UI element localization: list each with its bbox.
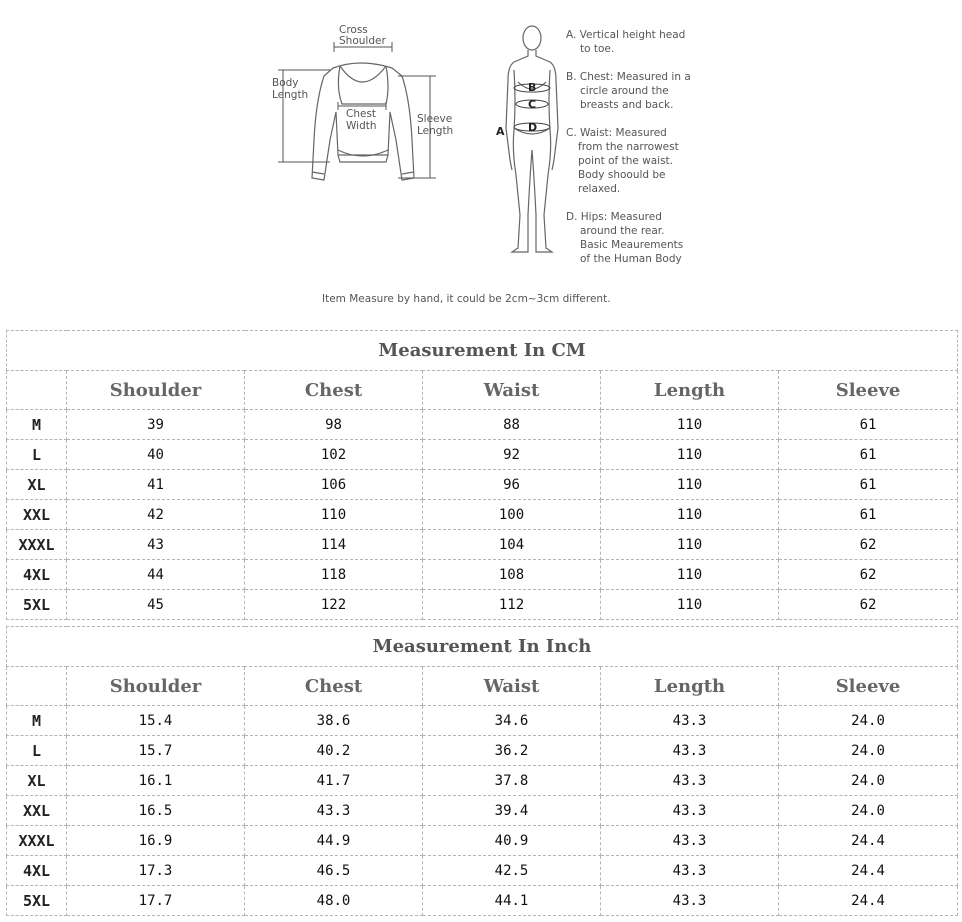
chest-width-label-2: Width bbox=[346, 120, 377, 132]
measurement-value: 43.3 bbox=[245, 796, 423, 826]
note-d-line-4: of the Human Body bbox=[580, 253, 682, 265]
measurement-value: 24.4 bbox=[779, 856, 958, 886]
cm-table-body bbox=[7, 331, 958, 620]
measurement-notes bbox=[566, 29, 691, 265]
measurement-value: 36.2 bbox=[423, 736, 601, 766]
measurement-value: 110 bbox=[601, 500, 779, 530]
measurement-value: 24.0 bbox=[779, 736, 958, 766]
measurement-value: 110 bbox=[601, 590, 779, 620]
measurement-value: 16.9 bbox=[67, 826, 245, 856]
size-label: XXXL bbox=[7, 530, 67, 560]
table-row bbox=[7, 440, 958, 470]
note-b-line-2: circle around the bbox=[580, 85, 669, 97]
size-label: 5XL bbox=[7, 886, 67, 916]
body-figure-illustration bbox=[506, 26, 558, 252]
measurement-value: 24.0 bbox=[779, 706, 958, 736]
note-d-line-3: Basic Meaurements bbox=[580, 239, 684, 251]
measurement-value: 44.1 bbox=[423, 886, 601, 916]
measurement-value: 88 bbox=[423, 410, 601, 440]
measurement-value: 61 bbox=[779, 440, 958, 470]
measurement-value: 104 bbox=[423, 530, 601, 560]
table-row bbox=[7, 766, 958, 796]
measurement-value: 98 bbox=[245, 410, 423, 440]
column-header: Waist bbox=[423, 667, 601, 706]
column-header: Sleeve bbox=[779, 371, 958, 410]
measurement-value: 122 bbox=[245, 590, 423, 620]
measurement-value: 43.3 bbox=[601, 796, 779, 826]
measurement-value: 110 bbox=[601, 470, 779, 500]
measurement-value: 40.2 bbox=[245, 736, 423, 766]
size-label: XXL bbox=[7, 796, 67, 826]
measurement-value: 40 bbox=[67, 440, 245, 470]
measurement-value: 62 bbox=[779, 530, 958, 560]
note-c-line-3: point of the waist. bbox=[578, 155, 674, 167]
measurement-value: 114 bbox=[245, 530, 423, 560]
measurement-value: 43.3 bbox=[601, 886, 779, 916]
measurement-value: 62 bbox=[779, 560, 958, 590]
measurement-value: 61 bbox=[779, 470, 958, 500]
table-row bbox=[7, 410, 958, 440]
size-label: L bbox=[7, 736, 67, 766]
measurement-value: 24.0 bbox=[779, 766, 958, 796]
measurement-value: 40.9 bbox=[423, 826, 601, 856]
measurement-value: 61 bbox=[779, 410, 958, 440]
measurement-value: 45 bbox=[67, 590, 245, 620]
measurement-value: 42 bbox=[67, 500, 245, 530]
inch-table-body bbox=[7, 627, 958, 916]
measurement-value: 110 bbox=[245, 500, 423, 530]
size-label: 5XL bbox=[7, 590, 67, 620]
column-header: Chest bbox=[245, 667, 423, 706]
note-c-line-5: relaxed. bbox=[578, 183, 621, 195]
column-header: Chest bbox=[245, 371, 423, 410]
size-label: XXXL bbox=[7, 826, 67, 856]
note-c-line-4: Body shoould be bbox=[578, 169, 666, 181]
measurement-value: 110 bbox=[601, 560, 779, 590]
table-row bbox=[7, 886, 958, 916]
chest-width-label-1: Chest bbox=[346, 108, 377, 120]
mark-b: B bbox=[528, 81, 537, 94]
measurement-value: 24.4 bbox=[779, 886, 958, 916]
column-header: Sleeve bbox=[779, 667, 958, 706]
note-d-line-2: around the rear. bbox=[580, 225, 665, 237]
measurement-value: 43.3 bbox=[601, 826, 779, 856]
measurement-value: 39.4 bbox=[423, 796, 601, 826]
mark-a: A bbox=[496, 125, 505, 138]
measurement-value: 106 bbox=[245, 470, 423, 500]
measurement-value: 108 bbox=[423, 560, 601, 590]
table-row bbox=[7, 796, 958, 826]
measurement-value: 15.4 bbox=[67, 706, 245, 736]
measurement-value: 41 bbox=[67, 470, 245, 500]
note-b-line-1: B. Chest: Measured in a bbox=[566, 71, 691, 83]
table-header-row bbox=[7, 371, 958, 410]
inch-table-title: Measurement In Inch bbox=[7, 627, 958, 667]
measurement-value: 110 bbox=[601, 530, 779, 560]
measurement-value: 41.7 bbox=[245, 766, 423, 796]
measurement-value: 15.7 bbox=[67, 736, 245, 766]
note-c-line-2: from the narrowest bbox=[578, 141, 679, 153]
header-size-cell bbox=[7, 371, 67, 410]
measurement-value: 110 bbox=[601, 440, 779, 470]
table-row bbox=[7, 470, 958, 500]
note-b-line-3: breasts and back. bbox=[580, 99, 674, 111]
measurement-value: 24.0 bbox=[779, 796, 958, 826]
measurement-value: 110 bbox=[601, 410, 779, 440]
measurement-value: 34.6 bbox=[423, 706, 601, 736]
table-row bbox=[7, 560, 958, 590]
measurement-value: 43.3 bbox=[601, 766, 779, 796]
measurement-value: 24.4 bbox=[779, 826, 958, 856]
measurement-value: 43.3 bbox=[601, 856, 779, 886]
sleeve-length-label-2: Length bbox=[417, 125, 454, 137]
note-a-line-2: to toe. bbox=[580, 43, 615, 55]
shirt-labels bbox=[272, 24, 453, 137]
size-label: M bbox=[7, 410, 67, 440]
size-label: M bbox=[7, 706, 67, 736]
table-row bbox=[7, 706, 958, 736]
measurement-value: 48.0 bbox=[245, 886, 423, 916]
measurement-value: 38.6 bbox=[245, 706, 423, 736]
size-label: XL bbox=[7, 766, 67, 796]
measure-disclaimer: Item Measure by hand, it could be 2cm~3cm different. bbox=[322, 293, 611, 305]
column-header: Shoulder bbox=[67, 371, 245, 410]
note-d-line-1: D. Hips: Measured bbox=[566, 211, 662, 223]
size-label: 4XL bbox=[7, 560, 67, 590]
sleeve-length-label-1: Sleeve bbox=[417, 113, 453, 125]
table-row bbox=[7, 500, 958, 530]
measurement-value: 17.3 bbox=[67, 856, 245, 886]
measurement-value: 39 bbox=[67, 410, 245, 440]
measurement-value: 61 bbox=[779, 500, 958, 530]
cm-size-table bbox=[6, 330, 958, 620]
column-header: Length bbox=[601, 667, 779, 706]
measurement-value: 16.5 bbox=[67, 796, 245, 826]
table-row bbox=[7, 530, 958, 560]
table-row bbox=[7, 590, 958, 620]
mark-c: C bbox=[528, 98, 537, 111]
measurement-value: 46.5 bbox=[245, 856, 423, 886]
table-row bbox=[7, 856, 958, 886]
table-row bbox=[7, 826, 958, 856]
measurement-value: 102 bbox=[245, 440, 423, 470]
measurement-value: 43.3 bbox=[601, 706, 779, 736]
size-label: 4XL bbox=[7, 856, 67, 886]
measurement-value: 44.9 bbox=[245, 826, 423, 856]
column-header: Waist bbox=[423, 371, 601, 410]
mark-d: D bbox=[528, 121, 538, 134]
body-length-label-1: Body bbox=[272, 77, 299, 89]
column-header: Shoulder bbox=[67, 667, 245, 706]
inch-size-table bbox=[6, 626, 958, 916]
measurement-value: 92 bbox=[423, 440, 601, 470]
measurement-value: 44 bbox=[67, 560, 245, 590]
measurement-value: 43.3 bbox=[601, 736, 779, 766]
measurement-value: 17.7 bbox=[67, 886, 245, 916]
measurement-value: 42.5 bbox=[423, 856, 601, 886]
cross-shoulder-label-1: Cross bbox=[339, 24, 368, 36]
measurement-value: 100 bbox=[423, 500, 601, 530]
size-label: XL bbox=[7, 470, 67, 500]
table-header-row bbox=[7, 667, 958, 706]
note-c-line-1: C. Waist: Measured bbox=[566, 127, 667, 139]
measurement-value: 118 bbox=[245, 560, 423, 590]
header-size-cell bbox=[7, 667, 67, 706]
measurement-diagram bbox=[0, 0, 962, 322]
measurement-value: 112 bbox=[423, 590, 601, 620]
measurement-value: 16.1 bbox=[67, 766, 245, 796]
measurement-value: 62 bbox=[779, 590, 958, 620]
column-header: Length bbox=[601, 371, 779, 410]
measurement-value: 43 bbox=[67, 530, 245, 560]
note-a-line-1: A. Vertical height head bbox=[566, 29, 686, 41]
size-label: XXL bbox=[7, 500, 67, 530]
measurement-value: 96 bbox=[423, 470, 601, 500]
measurement-value: 37.8 bbox=[423, 766, 601, 796]
cm-table-title: Measurement In CM bbox=[7, 331, 958, 371]
table-row bbox=[7, 736, 958, 766]
size-label: L bbox=[7, 440, 67, 470]
cross-shoulder-label-2: Shoulder bbox=[339, 35, 386, 47]
body-length-label-2: Length bbox=[272, 89, 309, 101]
